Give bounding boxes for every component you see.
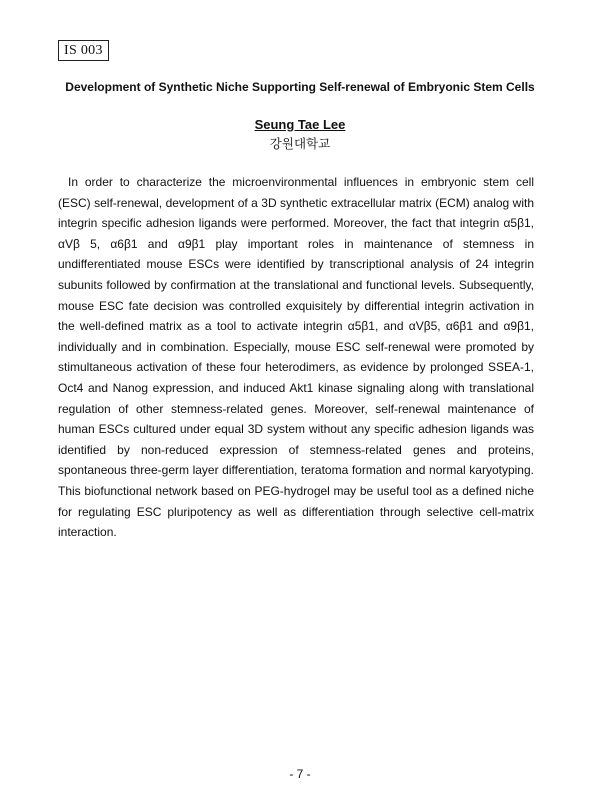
abstract-body: In order to characterize the microenvironmental influences in embryonic stem cell (ESC) self-renewal, development of a 3D synthetic extracellular matrix (ECM) analog with integrin specific adhesion ligands were performed. Moreover, the fact that integrin α5β1, αVβ 5, α6β1 and α9β1 play important roles in maintenance of stemness in undifferentiated mouse ESCs were identified by transcriptional analysis of 24 integrin subunits followed by confirmation at the translational and functional levels. Subsequently, mouse ESC fate decision was controlled exquisitely by differential integrin activation in the well-defined matrix as a tool to activate integrin α5β1, and αVβ5, α6β1 and α9β1, individually and in combination. Especially, mouse ESC self-renewal were promoted by stimultaneous activation of these four heterodimers, as evidence by prolonged SSEA-1, Oct4 and Nanog expression, and induced Akt1 kinase signaling along with translational regulation of other stemness-related genes. Moreover, self-renewal maintenance of human ESCs cultured under equal 3D system without any specific adhesion ligands was identified by non-reduced expression of stemness-related genes and proteins, spontaneous three-germ layer differentiation, teratoma formation and normal karyotyping. This biofunctional network based on PEG-hydrogel may be useful tool as a defined niche for regulating ESC pluripotency as well as differentiation through selective cell-matrix interaction.: [58, 175, 534, 540]
paper-title: Development of Synthetic Niche Supporting Self-renewal of Embryonic Stem Cells: [65, 80, 535, 94]
author-affiliation: 강원대학교: [269, 137, 331, 151]
page-number: - 7 -: [289, 767, 311, 781]
abstract-id-label: IS 003: [58, 40, 109, 61]
author-line: [0, 117, 600, 133]
author-name: Seung Tae Lee: [254, 117, 346, 132]
